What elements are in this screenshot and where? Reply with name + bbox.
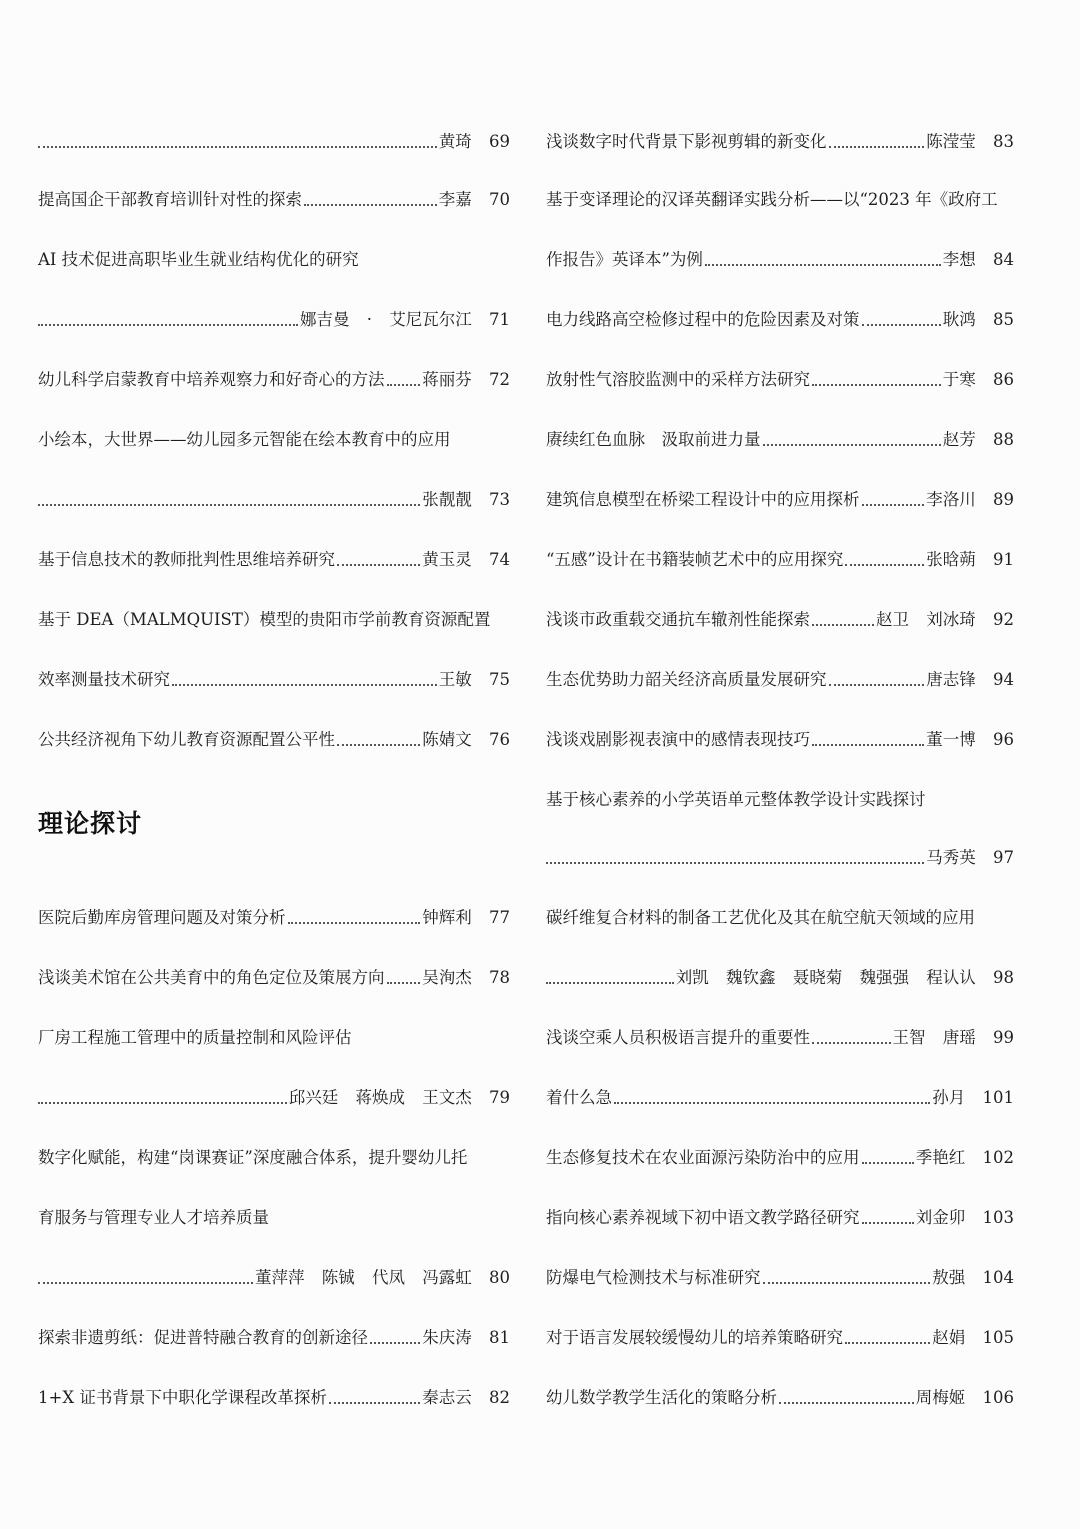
toc-entry [546, 723, 1014, 751]
toc-entry-author-page: 李洛川 89 [926, 490, 1014, 509]
dot-leader [38, 324, 298, 326]
toc-entry-title: 浅谈戏剧影视表演中的感情表现技巧 [546, 730, 810, 749]
toc-entry-title: 小绘本，大世界——幼儿园多元智能在绘本教育中的应用 [38, 430, 451, 449]
toc-entry [546, 841, 1014, 869]
toc-entry-title: 着什么急 [546, 1088, 612, 1107]
toc-entry [38, 603, 510, 631]
dot-leader [862, 1222, 914, 1224]
toc-entry-title: 放射性气溶胶监测中的采样方法研究 [546, 370, 810, 389]
toc-entry-author-page: 王智 唐瑶 99 [892, 1028, 1014, 1047]
toc-entry [546, 363, 1014, 391]
toc-entry-title: 医院后勤库房管理问题及对策分析 [38, 908, 286, 927]
toc-entry-title: 建筑信息模型在桥梁工程设计中的应用探析 [546, 490, 860, 509]
toc-entry [546, 1081, 1014, 1109]
toc-entry [38, 1381, 510, 1409]
toc-entry [38, 723, 510, 751]
toc-entry [546, 483, 1014, 511]
toc-entry-title: 指向核心素养视域下初中语文教学路径研究 [546, 1208, 860, 1227]
toc-entry-author-page: 娜吉曼 · 艾尼瓦尔江 71 [300, 310, 510, 329]
toc-entry [38, 483, 510, 511]
toc-entry-title: 基于信息技术的教师批判性思维培养研究 [38, 550, 335, 569]
toc-entry-author-page: 李嘉 70 [438, 190, 510, 209]
dot-leader [829, 146, 925, 148]
dot-leader [38, 1102, 287, 1104]
dot-leader [337, 744, 420, 746]
toc-entry [38, 1141, 510, 1169]
dot-leader [329, 1402, 420, 1404]
toc-entry-author-page: 朱庆涛 81 [422, 1328, 510, 1347]
toc-entry-title: 防爆电气检测技术与标准研究 [546, 1268, 761, 1287]
toc-entry-title: 浅谈空乘人员积极语言提升的重要性 [546, 1028, 810, 1047]
toc-entry [38, 423, 510, 451]
toc-entry-title: 电力线路高空检修过程中的危险因素及对策 [546, 310, 860, 329]
toc-entry-author-page: 董萍萍 陈铖 代凤 冯露虹 80 [255, 1268, 510, 1287]
dot-leader [862, 324, 941, 326]
toc-entry-title: 幼儿数学教学生活化的策略分析 [546, 1388, 777, 1407]
toc-entry-author-page: 唐志锋 94 [926, 670, 1014, 689]
toc-entry-title: 碳纤维复合材料的制备工艺优化及其在航空航天领域的应用 [546, 908, 975, 927]
toc-entry [546, 961, 1014, 989]
toc-entry-title: 效率测量技术研究 [38, 670, 170, 689]
toc-entry-author-page: 钟辉利 77 [422, 908, 510, 927]
toc-entry-author-page: 秦志云 82 [422, 1388, 510, 1407]
dot-leader [546, 982, 674, 984]
toc-entry-author-page: 黄玉灵 74 [422, 550, 510, 569]
dot-leader [38, 146, 437, 148]
toc-entry-title: 基于变译理论的汉译英翻译实践分析——以“2023 年《政府工 [546, 190, 998, 209]
toc-entry [546, 543, 1014, 571]
toc-entry [38, 183, 510, 211]
dot-leader [812, 1042, 891, 1044]
toc-entry-author-page: 陈滢莹 83 [926, 132, 1014, 151]
toc-entry [38, 663, 510, 691]
toc-entry [38, 1201, 510, 1229]
toc-entry-title: 探索非遗剪纸：促进普特融合教育的创新途径 [38, 1328, 368, 1347]
toc-entry-title: 育服务与管理专业人才培养质量 [38, 1208, 269, 1227]
toc-entry-title: AI 技术促进高职毕业生就业结构优化的研究 [38, 250, 359, 269]
dot-leader [705, 264, 941, 266]
toc-entry-author-page: 赵娟 105 [932, 1328, 1014, 1347]
toc-entry [546, 1141, 1014, 1169]
dot-leader [288, 922, 421, 924]
toc-entry-author-page: 李想 84 [942, 250, 1014, 269]
dot-leader [337, 564, 420, 566]
dot-leader [38, 1282, 253, 1284]
dot-leader [304, 204, 437, 206]
dot-leader [546, 862, 924, 864]
toc-entry-title: 浅谈市政重载交通抗车辙剂性能探索 [546, 610, 810, 629]
toc-entry-title: 对于语言发展较缓慢幼儿的培养策略研究 [546, 1328, 843, 1347]
toc-entry [546, 783, 1014, 811]
toc-entry [38, 303, 510, 331]
toc-entry [546, 1021, 1014, 1049]
dot-leader [829, 684, 925, 686]
toc-entry-author-page: 耿鸿 85 [942, 310, 1014, 329]
toc-entry-author-page: 于寒 86 [942, 370, 1014, 389]
toc-entry-author-page: 马秀英 97 [926, 848, 1014, 867]
toc-entry [38, 1021, 510, 1049]
toc-entry [38, 543, 510, 571]
toc-entry-author-page: 季艳红 102 [915, 1148, 1014, 1167]
dot-leader [812, 384, 941, 386]
toc-entry [546, 1201, 1014, 1229]
toc-entry [546, 1381, 1014, 1409]
dot-leader [763, 444, 941, 446]
toc-entry-title: 公共经济视角下幼儿教育资源配置公平性 [38, 730, 335, 749]
toc-entry-author-page: 吴洵杰 78 [422, 968, 510, 987]
toc-entry-author-page: 蒋丽芬 72 [422, 370, 510, 389]
dot-leader [614, 1102, 930, 1104]
toc-entry-title: 浅谈数字时代背景下影视剪辑的新变化 [546, 132, 827, 151]
toc-entry-title: 数字化赋能，构建“岗课赛证”深度融合体系，提升婴幼儿托 [38, 1148, 468, 1167]
toc-entry [38, 901, 510, 929]
toc-entry-title: 生态修复技术在农业面源污染防治中的应用 [546, 1148, 860, 1167]
toc-entry-author-page: 刘金卯 103 [915, 1208, 1014, 1227]
toc-entry-author-page: 敖强 104 [932, 1268, 1014, 1287]
toc-entry-title: 厂房工程施工管理中的质量控制和风险评估 [38, 1028, 352, 1047]
dot-leader [38, 504, 420, 506]
dot-leader [845, 564, 924, 566]
dot-leader [172, 684, 437, 686]
toc-entry-title: 提高国企干部教育培训针对性的探索 [38, 190, 302, 209]
toc-entry [546, 243, 1014, 271]
toc-entry [546, 125, 1014, 153]
toc-entry-author-page: 张晗蒴 91 [926, 550, 1014, 569]
toc-entry [38, 125, 510, 153]
toc-entry-author-page: 董一博 96 [926, 730, 1014, 749]
toc-entry-title: 基于核心素养的小学英语单元整体教学设计实践探讨 [546, 790, 926, 809]
toc-entry-title: 基于 DEA（MALMQUIST）模型的贵阳市学前教育资源配置 [38, 610, 491, 629]
dot-leader [812, 744, 924, 746]
dot-leader [812, 624, 874, 626]
toc-entry [38, 243, 510, 271]
toc-entry [546, 303, 1014, 331]
toc-entry-author-page: 赵卫 刘冰琦 92 [876, 610, 1014, 629]
dot-leader [862, 504, 925, 506]
toc-entry [546, 663, 1014, 691]
toc-entry-title: “五感”设计在书籍装帧艺术中的应用探究 [546, 550, 844, 569]
toc-entry [546, 603, 1014, 631]
toc-entry [38, 961, 510, 989]
toc-entry [38, 1081, 510, 1109]
toc-entry-author-page: 孙月 101 [932, 1088, 1014, 1107]
toc-entry [38, 363, 510, 391]
toc-entry-author-page: 黄琦 69 [438, 132, 510, 151]
dot-leader [845, 1342, 930, 1344]
toc-entry-author-page: 刘凯 魏钦鑫 聂晓菊 魏强强 程认认 98 [675, 968, 1014, 987]
toc-entry [546, 901, 1014, 929]
toc-entry-author-page: 张靓靓 73 [422, 490, 510, 509]
toc-entry-author-page: 周梅姬 106 [915, 1388, 1014, 1407]
toc-entry-title: 赓续红色血脉 汲取前进力量 [546, 430, 761, 449]
toc-entry-title: 幼儿科学启蒙教育中培养观察力和好奇心的方法 [38, 370, 385, 389]
toc-entry-author-page: 陈婧文 76 [422, 730, 510, 749]
toc-entry [38, 1261, 510, 1289]
toc-entry [546, 183, 1014, 211]
toc-entry [38, 1321, 510, 1349]
dot-leader [763, 1282, 931, 1284]
dot-leader [779, 1402, 914, 1404]
toc-entry-author-page: 王敏 75 [438, 670, 510, 689]
dot-leader [387, 384, 421, 386]
toc-entry-title: 作报告》英译本”为例 [546, 250, 703, 269]
toc-entry [546, 423, 1014, 451]
section-heading: 理论探讨 [38, 809, 143, 838]
dot-leader [387, 982, 421, 984]
toc-entry [546, 1261, 1014, 1289]
toc-entry-title: 生态优势助力韶关经济高质量发展研究 [546, 670, 827, 689]
dot-leader [370, 1342, 420, 1344]
toc-entry-title: 1+X 证书背景下中职化学课程改革探析 [38, 1388, 327, 1407]
toc-entry-title: 浅谈美术馆在公共美育中的角色定位及策展方向 [38, 968, 385, 987]
dot-leader [862, 1162, 914, 1164]
toc-entry-author-page: 赵芳 88 [942, 430, 1014, 449]
toc-entry [546, 1321, 1014, 1349]
toc-entry-author-page: 邱兴廷 蒋焕成 王文杰 79 [288, 1088, 510, 1107]
